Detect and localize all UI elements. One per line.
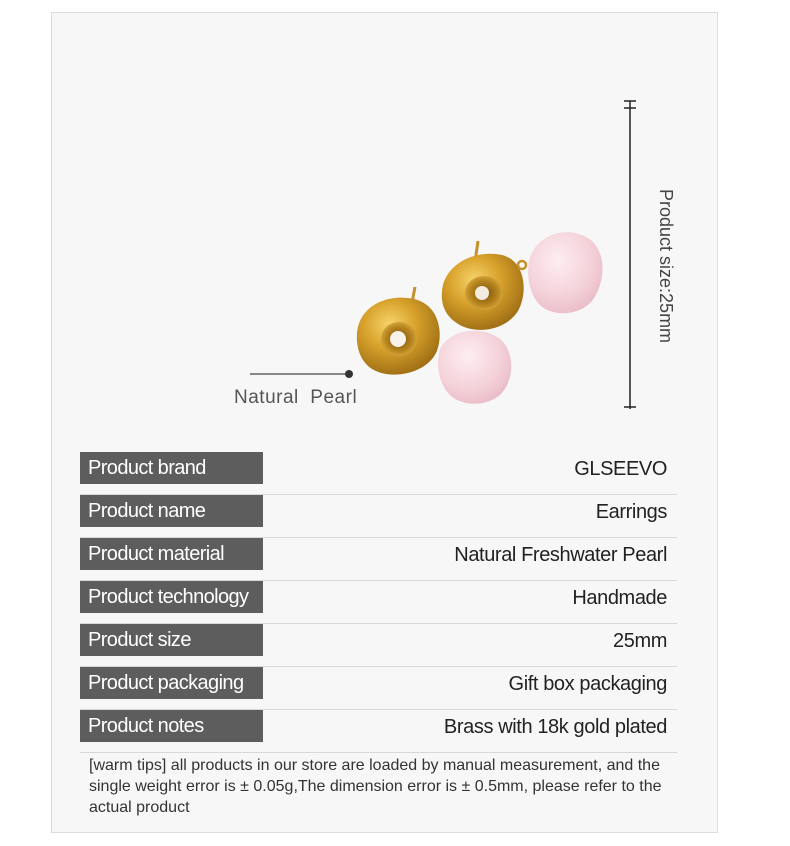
spec-label: Product brand [80,452,263,484]
spec-row-brand [80,452,677,495]
spec-label: Product material [80,538,263,570]
spec-value: 25mm [613,630,667,652]
spec-row-technology [80,581,677,624]
spec-value: Brass with 18k gold plated [443,716,667,738]
spec-value: Earrings [595,501,667,523]
product-size-dimension-label: Product size:25mm [656,189,676,344]
product-figure [52,13,719,443]
spec-row-notes [80,710,677,753]
spec-label: Product notes [80,710,263,742]
product-detail-card [51,12,718,833]
spec-label: Product packaging [80,667,263,699]
spec-row-name [80,495,677,538]
earrings-image [52,13,719,443]
warm-tips-note: [warm tips] all products in our store are loaded by manual measurement, and the single weight error is ± 0.05g,The dimension error is ± 0.5mm, please refer to the actual product [89,757,662,816]
spec-table [80,452,677,753]
spec-value: Handmade [572,587,667,609]
spec-row-size [80,624,677,667]
spec-label: Product name [80,495,263,527]
spec-row-material [80,538,677,581]
spec-label: Product size [80,624,263,656]
earring-right [442,232,603,330]
size-dimension-line [624,101,636,409]
spec-label: Product technology [80,581,263,613]
spec-value: Natural Freshwater Pearl [454,544,667,566]
spec-value: GLSEEVO [574,458,667,480]
natural-pearl-label: Natural Pearl [234,387,358,408]
spec-row-packaging [80,667,677,710]
spec-value: Gift box packaging [508,673,667,695]
callout-dot [345,370,353,378]
